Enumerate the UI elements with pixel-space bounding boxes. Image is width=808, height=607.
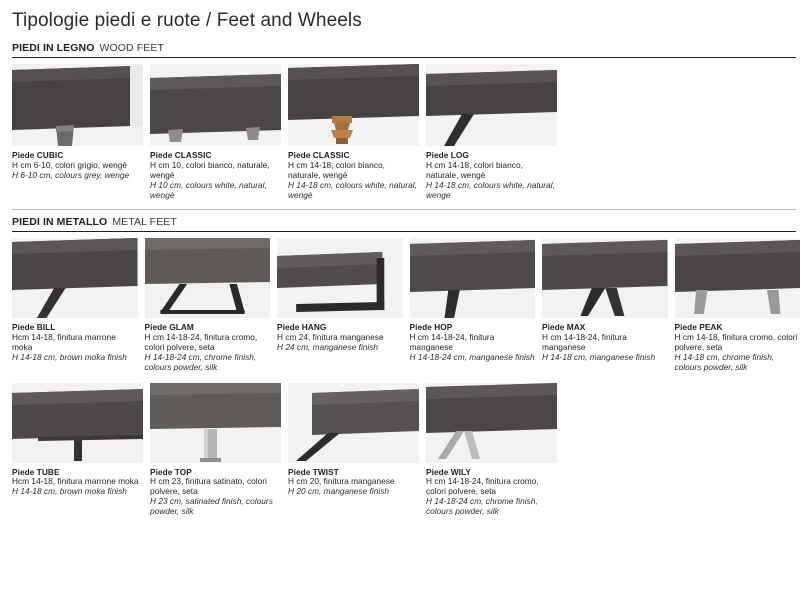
classic-turned-foot-photo (288, 64, 419, 146)
product-desc-it: H cm 14-18-24, finitura manganese (409, 331, 495, 352)
product-cell-tube (12, 383, 143, 518)
product-caption (277, 323, 403, 353)
product-caption (675, 323, 801, 373)
product-desc-it: H cm 20, finitura manganese (288, 476, 395, 487)
section-title-light: METAL FEET (112, 215, 177, 228)
product-caption (150, 151, 281, 201)
hang-foot-photo (277, 238, 403, 318)
product-cell-top (150, 383, 281, 518)
product-desc-it: H cm 10, colori bianco, naturale, wengè (150, 159, 270, 180)
product-cell-hop (410, 238, 536, 373)
product-desc-it: H cm 6-10, colori grigio, wengè (12, 159, 127, 170)
product-desc-it: H cm 14-18, colori bianco, naturale, wengè (426, 159, 523, 180)
product-caption (145, 323, 271, 373)
peak-foot-photo (675, 238, 801, 318)
classic-low-foot-photo (150, 64, 281, 146)
product-name: Piede HOP (409, 321, 453, 332)
product-desc-it: H cm 14-18-24, finitura manganese (542, 331, 627, 352)
product-name: Piede LOG (426, 150, 469, 160)
section-title-bold: PIEDI IN LEGNO (12, 42, 95, 54)
product-desc-en: H 10 cm, colours white, natural, wengè (150, 179, 267, 200)
product-desc-it: H cm 14-18-24, finitura cromo, colori polvere, seta (144, 331, 258, 352)
product-caption (288, 468, 419, 498)
product-caption (410, 323, 536, 363)
twist-foot-photo (288, 383, 419, 463)
product-desc-it: H cm 24, finitura manganese (277, 331, 384, 342)
product-desc-it: H cm 23, finitura satinato, colori polvere, seta (150, 476, 267, 497)
product-desc-it: H cm 14-18, colori bianco, naturale, wengè (288, 159, 385, 180)
cubic-foot-photo (12, 64, 143, 146)
product-cell-log (426, 64, 557, 201)
wily-foot-photo (426, 383, 557, 463)
product-name: Piede PEAK (674, 321, 723, 332)
product-desc-en: H 14-18-24 cm, chrome finish, colours powder, silk (144, 351, 257, 372)
product-name: Piede TWIST (288, 466, 339, 477)
product-cell-max (542, 238, 668, 373)
page-title: Tipologie piedi e ruote / Feet and Wheels (12, 10, 362, 31)
product-desc-en: H 14-18-24 cm, chrome finish, colours powder, silk (426, 496, 538, 517)
product-name: Piede CUBIC (12, 150, 64, 160)
product-desc-en: H 6-10 cm, colours grey, wenge (12, 169, 130, 180)
glam-foot-photo (145, 238, 271, 318)
product-cell-glam (145, 238, 271, 373)
product-desc-en: H 14-18 cm, chrome finish, colours powder, silk (674, 351, 775, 372)
product-cell-hang (277, 238, 403, 373)
product-desc-it: Hcm 14-18, finitura marrone moka (12, 476, 139, 487)
product-caption (12, 323, 138, 363)
section-separator (12, 209, 796, 210)
metal-feet-row-1 (8, 238, 800, 373)
log-foot-photo (426, 64, 557, 146)
product-name: Piede HANG (277, 321, 327, 332)
product-desc-en: H 14-18-24 cm, manganese finish (409, 351, 535, 362)
top-foot-photo (150, 383, 281, 463)
section-header-wood (8, 42, 800, 54)
product-name: Piede GLAM (144, 321, 194, 332)
wood-feet-row (8, 64, 800, 201)
product-name: Piede TOP (150, 466, 192, 477)
product-desc-en: H 24 cm, manganese finish (277, 341, 379, 352)
product-name: Piede CLASSIC (288, 150, 350, 160)
product-cell-wily (426, 383, 557, 518)
section-title-bold: PIEDI IN METALLO (12, 215, 108, 228)
product-name: Piede BILL (12, 321, 56, 332)
product-caption (12, 151, 143, 181)
max-foot-photo (542, 238, 668, 318)
product-desc-en: H 14-18 cm, colours white, natural, wenge (426, 179, 555, 200)
product-desc-en: H 14-18 cm, brown moka finish (12, 351, 127, 362)
product-caption (426, 151, 557, 201)
product-cell-classic-low (150, 64, 281, 201)
product-caption (12, 468, 143, 498)
product-cell-bill (12, 238, 138, 373)
product-cell-twist (288, 383, 419, 518)
product-caption (542, 323, 668, 363)
product-desc-en: H 14-18 cm, colours white, natural, wengè (288, 179, 417, 200)
section-divider-metal (12, 231, 796, 232)
product-desc-en: H 23 cm, satinated finish, colours powder, silk (150, 496, 273, 517)
product-desc-it: H cm 14-18, finitura cromo, colori polvere, seta (674, 331, 798, 352)
section-title-light: WOOD FEET (99, 42, 164, 54)
product-caption (288, 151, 419, 201)
product-caption (150, 468, 281, 518)
product-cell-peak (675, 238, 801, 373)
product-desc-it: Hcm 14-18, finitura marrone moka (12, 331, 116, 352)
product-cell-cubic (12, 64, 143, 201)
product-desc-en: H 14-18 cm, manganese finish (542, 351, 656, 362)
product-desc-en: H 14-18 cm, brown moka finish (12, 486, 127, 497)
tube-foot-photo (12, 383, 143, 463)
hop-foot-photo (410, 238, 536, 318)
bill-foot-photo (12, 238, 138, 318)
metal-feet-row-2 (8, 383, 800, 518)
section-divider-wood (12, 57, 796, 58)
section-header-metal (8, 216, 800, 228)
product-desc-en: H 20 cm, manganese finish (288, 486, 390, 497)
product-cell-classic-turned (288, 64, 419, 201)
product-name: Piede CLASSIC (150, 150, 212, 160)
product-caption (426, 468, 557, 518)
product-name: Piede TUBE (12, 466, 60, 477)
product-desc-it: H cm 14-18-24, finitura cromo, colori polvere, seta (426, 476, 539, 497)
product-name: Piede WILY (426, 466, 471, 477)
product-name: Piede MAX (542, 321, 586, 332)
